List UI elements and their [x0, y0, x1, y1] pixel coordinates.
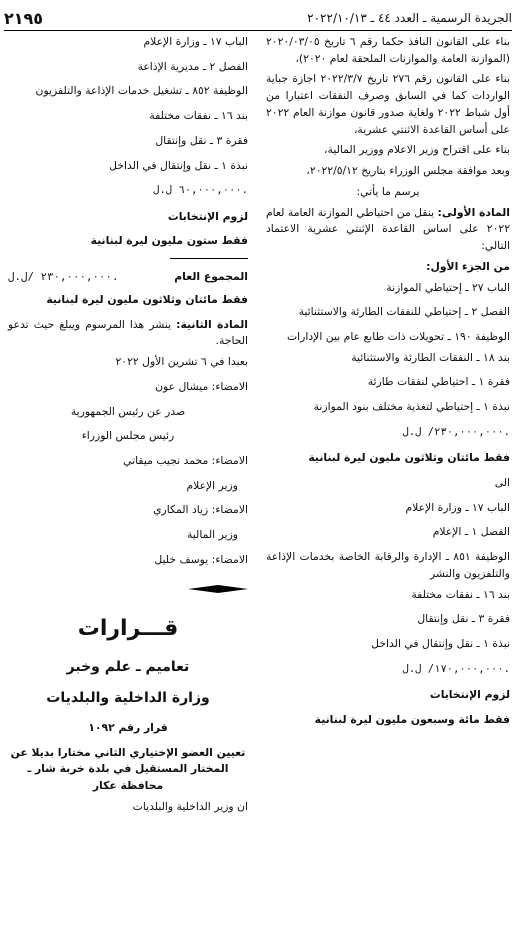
minister-line: ان وزير الداخلية والبلديات	[132, 799, 248, 813]
signature-pm: الامضاء: محمد نجيب ميقاتي	[123, 454, 248, 468]
from-line: نبذة ١ ـ إحتياطي لتغذية مختلف بنود الموازنة	[313, 400, 510, 414]
to-line: الوظيفة ٨٥١ ـ الإدارة والرقابة الخاصة بخدمات الإذاعة والتلفزيون والنشر	[266, 550, 510, 580]
ministry-title: وزارة الداخلية والبلديات	[46, 690, 210, 707]
grand-total	[8, 269, 248, 286]
from-line: الوظيفة ١٩٠ ـ تحويلات ذات طابع عام بين الإدارات	[286, 330, 510, 344]
preamble-2: بناء على القانون رقم ٢٧٦ تاريخ ٢٠٢٢/٣/٧ اجازة جباية الواردات كما في السابق وصرف النفقات اعتبارا من أول شباط ٢٠٢٢ ولغاية صدور قانون موازنة العام ٢٠٢٢ على أساس القاعدة الاثنتي عشرية،	[266, 72, 510, 136]
to-line: الفصل ١ ـ الإعلام	[432, 525, 510, 539]
ornament-divider	[188, 585, 248, 593]
issue-date: بعبدا في ٦ تشرين الأول ٢٠٢٢	[115, 355, 248, 369]
grand-total-words: فقط مائتان وثلاثون مليون ليرة لبنانية	[46, 292, 248, 306]
to-label: الى	[494, 475, 510, 489]
preamble-3: بناء على اقتراح وزير الاعلام ووزير المالية،	[324, 143, 510, 157]
article-1-text: ينقل من احتياطي الموازنة العامة لعام ٢٠٢٢ على اساس القاعدة الإثنتي عشرية الاعتماد التالي:	[266, 205, 510, 253]
article-2-text: ينشر هذا المرسوم ويبلغ حيث تدعو الحاجة.	[8, 317, 248, 348]
from-line: الباب ٢٧ ـ إحتياطي الموازنة	[386, 280, 510, 294]
finance-minister-title: وزير المالية	[187, 528, 238, 542]
article-1-label: المادة الأولى:	[437, 205, 510, 219]
preamble-4: وبعد موافقة مجلس الوزراء بتاريخ ٢٠٢٢/٥/١٢،	[306, 164, 510, 178]
amount-3-words: فقط ستون مليون ليرة لبنانية	[90, 234, 248, 248]
signature-president: الامضاء: ميشال عون	[155, 379, 248, 393]
article-1	[266, 205, 510, 255]
left-line: فقرة ٣ ـ نقل وإنتقال	[155, 133, 248, 147]
from-part-heading: من الجزء الأول:	[426, 259, 510, 273]
separator-rule	[170, 258, 248, 259]
page-header	[4, 6, 512, 31]
from-line: فقرة ١ ـ احتياطي لنفقات طارئة	[367, 375, 510, 389]
article-2	[8, 317, 248, 350]
to-line: فقرة ٣ ـ نقل وإنتقال	[417, 612, 510, 626]
to-line: الباب ١٧ ـ وزارة الإعلام	[405, 500, 510, 514]
pm-title: رئيس مجلس الوزراء	[81, 429, 175, 443]
left-line: الفصل ٢ ـ مديرية الإذاعة	[137, 59, 248, 73]
grand-total-label: المجموع العام	[174, 270, 248, 284]
info-minister-title: وزير الإعلام	[186, 478, 238, 492]
article-2-label: المادة الثانية:	[176, 317, 248, 331]
amount-1-words: فقط مائتان وثلاثون مليون ليرة لبنانية	[308, 451, 510, 465]
preamble-1: بناء على القانون النافذ حكما رقم ٦ تاريخ ٢٠٢٠/٠٣/٠٥ (الموازنة العامة والموازنات الملحقة لعام ٢٠٢٠)،	[266, 35, 510, 65]
signature-finance-minister: الامضاء: يوسف خليل	[154, 552, 248, 566]
decision-title: تعيين العضو الإختياري الثاني مختارا بديلا عن المختار المستقيل في بلدة خربة شار ـ محافظة عكار	[10, 745, 246, 793]
amount-2-words: فقط مائة وسبعون مليون ليرة لبنانية	[314, 712, 510, 726]
amount-2: ١٧٠,٠٠٠,٠٠٠/ ل.ل.	[402, 662, 510, 675]
section-title: قـــرارات	[77, 616, 179, 642]
subsection-title: تعاميم ـ علم وخبر	[66, 658, 190, 675]
left-line: الوظيفة ٨٥٢ ـ تشغيل خدمات الإذاعة والتلفزيون	[35, 84, 248, 98]
grand-total-value: ٢٣٠,٠٠٠,٠٠٠ /ل.ل.	[8, 270, 119, 284]
to-line: بند ١٦ ـ نفقات مختلفة	[411, 587, 510, 601]
left-line: بند ١٦ ـ نفقات مختلفة	[149, 109, 248, 123]
decree-line: يرسم ما يأتي:	[356, 184, 420, 198]
decision-number: قرار رقم ١٠٩٢	[88, 720, 168, 734]
amount-3: ٦٠,٠٠٠,٠٠٠ ل.ل.	[153, 184, 248, 197]
gazette-title: الجريدة الرسمية ـ العدد ٤٤ ـ ٢٠٢٢/١٠/١٣	[307, 11, 512, 25]
from-line: بند ١٨ ـ النفقات الطارئة والاستثنائية	[351, 350, 510, 364]
elections-label: لزوم الإنتخابات	[429, 688, 510, 702]
signature-info-minister: الامضاء: زياد المكاري	[153, 503, 248, 517]
elections-label: لزوم الإنتخابات	[167, 209, 248, 223]
issued-by: صدر عن رئيس الجمهورية	[70, 404, 186, 418]
page-number: ٢١٩٥	[4, 8, 44, 28]
right-column	[266, 34, 510, 737]
from-line: الفصل ٢ ـ إحتياطي للنفقات الطارئة والاستثنائية	[298, 305, 510, 319]
left-line: الباب ١٧ ـ وزارة الإعلام	[143, 35, 248, 48]
left-line: نبذة ١ ـ نقل وإنتقال في الداخل	[109, 158, 248, 172]
amount-1: ٢٣٠,٠٠٠,٠٠٠/ ل.ل.	[402, 425, 510, 438]
left-column	[8, 34, 248, 824]
to-line: نبذة ١ ـ نقل وإنتقال في الداخل	[371, 637, 510, 651]
